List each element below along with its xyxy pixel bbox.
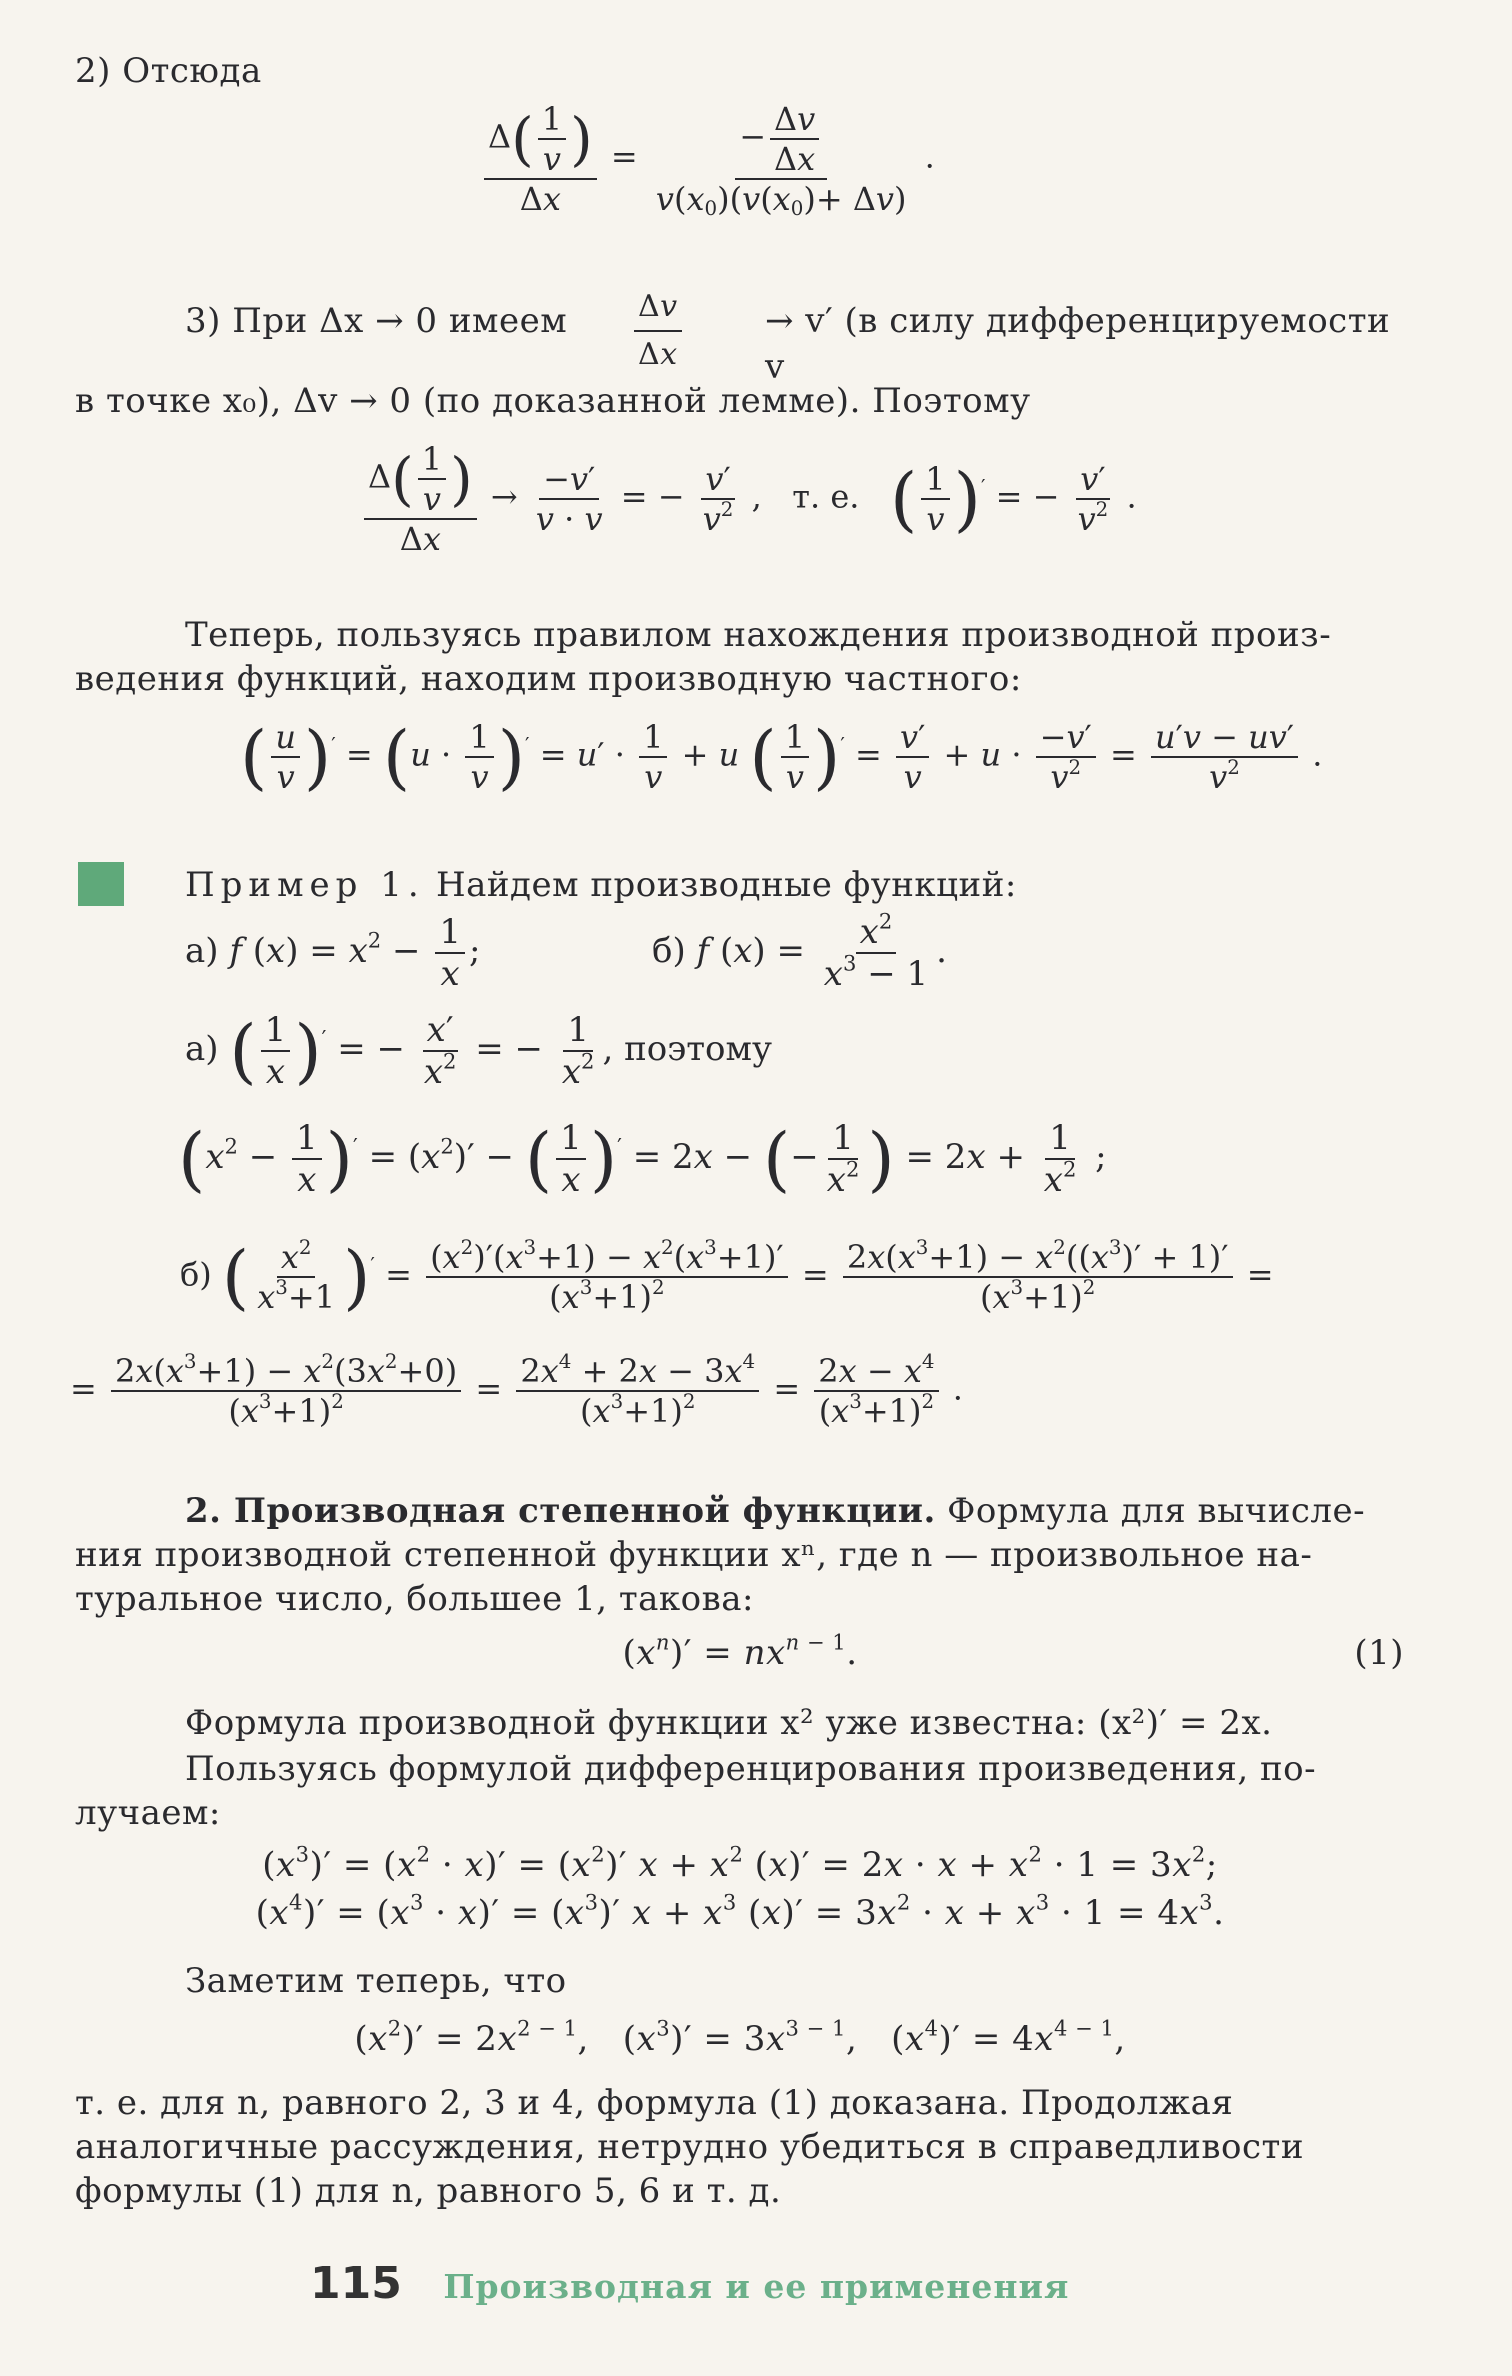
formula-x3-derivative: $(x^3)' = (x^2 \cdot x)' = (x^2)'$ $x + x^2$ $(x)' = 2x \cdot x + x^2 \cdot 1 = 3x^2$; xyxy=(262,1841,1218,1885)
solution-b-step-2: = $\frac{2x(x^3+1) - x^2(3x^2+0)}{(x^3+1)^2}$ = $\frac{2x^4 + 2x - 3x^4}{(x^3+1)^2}$ = $\frac{2x - x^4}{(x^3+1)^2}$ . xyxy=(70,1350,963,1430)
paragraph-x2-known: Формула производной функции x² уже известна: (x²)′ = 2x. xyxy=(185,1703,1273,1743)
formula-x4-derivative: $(x^4)' = (x^3 \cdot x)' = (x^3)'$ $x + x^3$ $(x)' = 3x^2 \cdot x + x^3 \cdot 1 = 4x^3$. xyxy=(255,1889,1225,1933)
section-2-line-1: 2. Производная степенной функции. Формула для вычисле- xyxy=(185,1491,1366,1531)
section-2-line-3: туральное число, большее 1, такова: xyxy=(75,1579,755,1619)
paragraph-product-2: лучаем: xyxy=(75,1793,221,1833)
paragraph-conclusion-1: т. е. для n, равного 2, 3 и 4, формула (1) доказана. Продолжая xyxy=(75,2083,1234,2123)
formula-power-examples: $(x^2)' = 2x^{2 - 1}$, $(x^3)' = 3x^{3 - 1}$, $(x^4)' = 4x^{4 - 1}$, xyxy=(354,2015,1126,2059)
solution-b-step-1: б) ( $\frac{x^2}{x^3+1}$ )′ = $\frac{(x^2)'(x^3+1) - x^2(x^3+1)'}{(x^3+1)^2}$ = $\frac{2x(x^3+1) - x^2((x^3)' + 1)'}{(x^3+1)^2}$ = xyxy=(180,1236,1274,1318)
equation-number: (1) xyxy=(1354,1633,1404,1673)
step-2-label: 2) Отсюда xyxy=(75,51,262,91)
step-3-line-2: в точке x₀), Δv → 0 (по доказанной лемме). Поэтому xyxy=(75,381,1031,421)
example-heading: Пример 1. Найдем производные функций: xyxy=(185,865,1017,905)
formula-delta-reciprocal: Δ( $\frac{1}{v}$ ) Δx = − $\frac{\Delta v}{\Delta x}$ $v(x_0)(v(x_0)+ \Delta v)$ . xyxy=(480,100,935,218)
formula-limit-reciprocal: Δ( $\frac{1}{v}$ ) Δx → $\frac{-v'}{v \cdot v}$ = − $\frac{v'}{v^2}$ , т. е. ( $\frac{1}{v}$ )′ = − $\frac{v'}{v^2}$ . xyxy=(360,440,1137,558)
formula-power-rule: $(x^n)' = nx^{n - 1}$. xyxy=(622,1629,858,1673)
paragraph-quotient-2: ведения функций, находим производную частного: xyxy=(75,659,1022,699)
page-number: 115 xyxy=(310,2258,402,2309)
paragraph-product-1: Пользуясь формулой дифференцирования произведения, по- xyxy=(185,1749,1317,1789)
formula-quotient-rule: ( $\frac{u}{v}$ )′ = (u · $\frac{1}{v}$ )′ = u′ · $\frac{1}{v}$ + u ( $\frac{1}{v}$ )′ = $\frac{v'}{v}$ + u · $\frac{-v'}{v^2}$ = $\frac{u'v - uv'}{v^2}$ . xyxy=(240,716,1323,798)
solution-a-step-2: ($x^2$ − $\frac{1}{x}$ )$' = (x^2)'$ − ( $\frac{1}{x}$ )′ = 2x − (− $\frac{1}{x^2}$ ) = 2x + $\frac{1}{x^2}$ ; xyxy=(178,1118,1107,1200)
textbook-page: 2) Отсюда Δ( $\frac{1}{v}$ ) Δx = − $\frac{\Delta v}{\Delta x}$ $v(x_0)(v(x_0)+ \Delta v)$ . 3) При Δx → 0 имеем $\frac{\Delta v}{\Delta x}$ → v′ (в силу дифференцируемости v в точке x₀), Δv → 0 (по доказанной лемме). Поэтому Δ( $\frac{1}{v}$ ) Δx → $\frac{-v'}{v \cdot v}$ = − $\frac{v'}{v^2}$ , т. е. ( $\frac{1}{v}$ )′ = − $\frac{v'}{v^2}$ . Теперь, пользуясь правилом нахождения производной произ- ведения функций, находим производную частного: ( $\frac{u}{v}$ )′ = (u · $\frac{1}{v}$ )′ = u′ · $\frac{1}{v}$ + u ( $\frac{1}{v}$ )′ = $\frac{v'}{v}$ + u · $\frac{-v'}{v^2}$ = $\frac{u'v - uv'}{v^2}$ . Пример 1. Найдем производные функций: а) f $(x) = x^2$ − $\frac{1}{x}$ ; б) f (x) = $\frac{x^2}{x^3 - 1}$ . а) ( $\frac{1}{x}$ )′ = − $\frac{x'}{x^2}$ = − $\frac{1}{x^2}$ , поэтому ($x^2$ − $\frac{1}{x}$ )$' = (x^2)'$ − ( $\frac{1}{x}$ )′ = 2x − (− $\frac{1}{x^2}$ ) = 2x + $\frac{1}{x^2}$ ; б) ( $\frac{x^2}{x^3+1}$ )′ = $\frac{(x^2)'(x^3+1) - x^2(x^3+1)'}{(x^3+1)^2}$ = $\frac{2x(x^3+1) - x^2((x^3)' + 1)'}{(x^3+1)^2}$ = = $\frac{2x(x^3+1) - x^2(3x^2+0)}{(x^3+1)^2}$ = $\frac{2x^4 + 2x - 3x^4}{(x^3+1)^2}$ = $\frac{2x - x^4}{(x^3+1)^2}$ . 2. Производная степенной функции. Формула для вычисле- ния производной степенной функции xⁿ, где n — произвольное на- туральное число, большее 1, такова: $(x^n)' = nx^{n - 1}$. (1) Формула производной функции x² уже известна: (x²)′ = 2x. Пользуясь формулой дифференцирования произведения, по- лучаем: $(x^3)' = (x^2 \cdot x)' = (x^2)'$ $x + x^2$ $(x)' = 2x \cdot x + x^2 \cdot 1 = 3x^2$; $(x^4)' = (x^3 \cdot x)' = (x^3)'$ $x + x^3$ $(x)' = 3x^2 \cdot x + x^3 \cdot 1 = 4x^3$. Заметим теперь, что $(x^2)' = 2x^{2 - 1}$, $(x^3)' = 3x^{3 - 1}$, $(x^4)' = 4x^{4 - 1}$, т. е. для n, равного 2, 3 и 4, формула (1) доказана. Продолжая аналогичные рассуждения, нетрудно убедиться в справедливости формулы (1) для n, равного 5, 6 и т. д. 115 Производная и ее применения xyxy=(0,0,1512,2376)
example-function-b: б) f (x) = $\frac{x^2}{x^3 - 1}$ . xyxy=(652,908,947,994)
solution-a-step-1: а) ( $\frac{1}{x}$ )′ = − $\frac{x'}{x^2}$ = − $\frac{1}{x^2}$ , поэтому xyxy=(185,1010,772,1092)
page-footer xyxy=(310,2258,1069,2309)
paragraph-note: Заметим теперь, что xyxy=(185,1961,567,2001)
paragraph-conclusion-2: аналогичные рассуждения, нетрудно убедиться в справедливости xyxy=(75,2127,1305,2167)
section-2-line-2: ния производной степенной функции xⁿ, где n — произвольное на- xyxy=(75,1535,1313,1575)
example-functions: а) f $(x) = x^2$ − $\frac{1}{x}$ ; xyxy=(185,912,481,994)
paragraph-quotient-1: Теперь, пользуясь правилом нахождения производной произ- xyxy=(185,615,1332,655)
chapter-title: Производная и ее применения xyxy=(443,2267,1070,2306)
example-marker xyxy=(78,862,124,906)
paragraph-conclusion-3: формулы (1) для n, равного 5, 6 и т. д. xyxy=(75,2171,782,2211)
